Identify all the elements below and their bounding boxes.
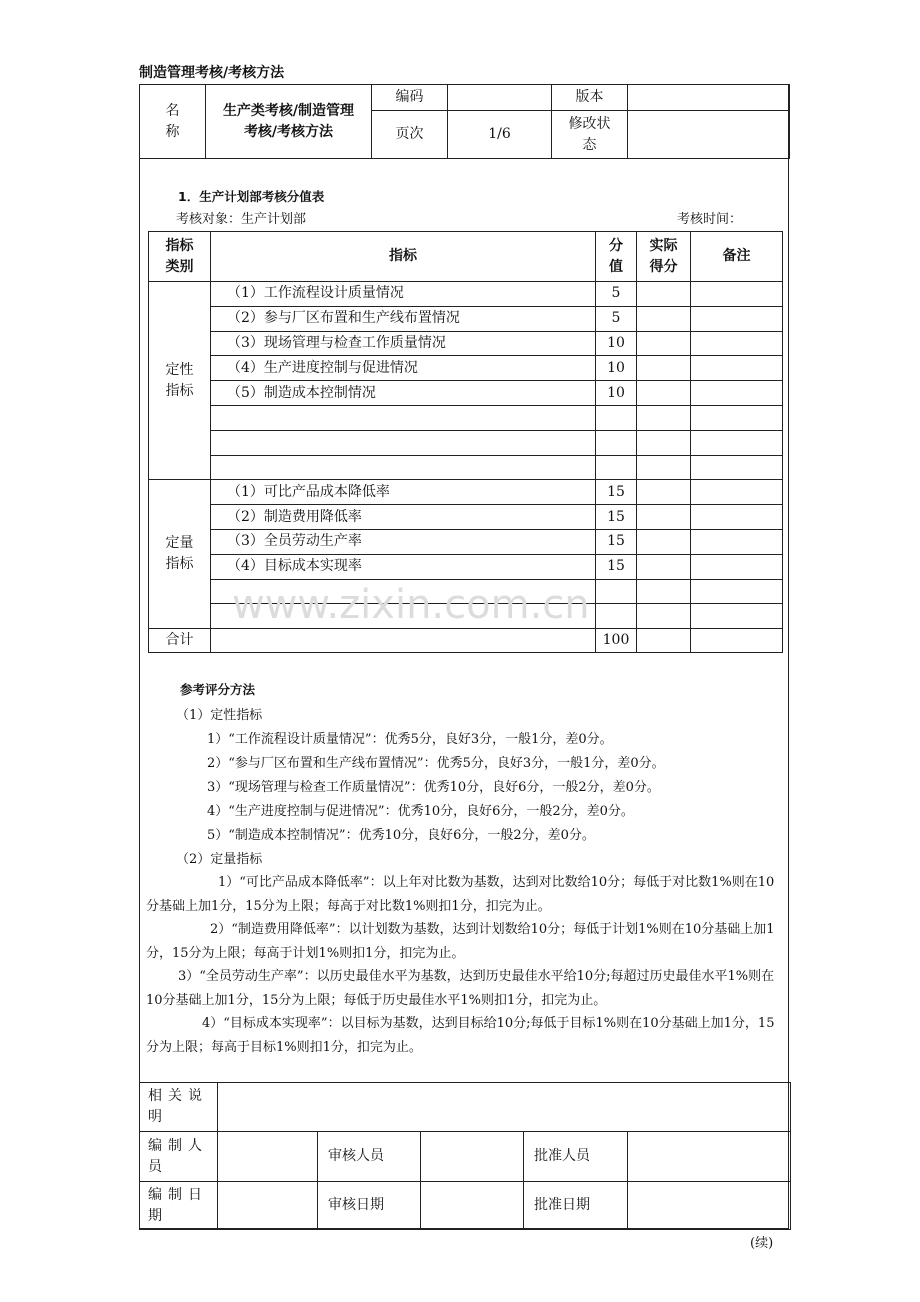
actual-score-cell [637, 579, 691, 604]
remarks-cell [691, 405, 783, 430]
assessment-target: 考核对象：生产计划部 [176, 212, 307, 227]
remarks-cell [691, 430, 783, 455]
score-cell: 5 [596, 306, 637, 331]
score-cell [596, 430, 637, 455]
header-actual: 实际得分 [637, 232, 691, 282]
score-cell: 15 [596, 529, 637, 554]
table-row [149, 356, 783, 381]
score-cell: 10 [596, 356, 637, 381]
remarks-cell [691, 356, 783, 381]
score-cell: 15 [596, 480, 637, 505]
continued-label: (续) [750, 1236, 774, 1251]
actual-score-cell [637, 455, 691, 480]
actual-score-cell [637, 306, 691, 331]
indicator-cell: （5）制造成本控制情况 [211, 381, 596, 406]
prepared-date-value [218, 1182, 318, 1230]
code-label: 编码 [372, 85, 448, 111]
indicator-cell [211, 430, 596, 455]
table-row [149, 529, 783, 554]
score-cell: 5 [596, 282, 637, 307]
indicator-cell: （1）工作流程设计质量情况 [211, 282, 596, 307]
code-value [448, 85, 552, 111]
table-row [149, 505, 783, 530]
reviewed-date-label: 审核日期 [318, 1182, 421, 1230]
indicator-cell [211, 455, 596, 480]
notes-value [218, 1083, 791, 1132]
prepared-by-label: 编制人员 [140, 1132, 218, 1182]
table-row [149, 430, 783, 455]
page-value: 1/6 [448, 111, 552, 159]
quantitative-category: 定量指标 [149, 480, 211, 629]
remarks-cell [691, 480, 783, 505]
watermark: www.zixin.com.cn [232, 582, 590, 628]
table-row [149, 455, 783, 480]
reviewed-by-label: 审核人员 [318, 1132, 421, 1182]
name-value: 生产类考核/制造管理考核/考核方法 [206, 85, 372, 159]
score-cell: 15 [596, 505, 637, 530]
remarks-cell [691, 306, 783, 331]
indicator-cell [211, 405, 596, 430]
remarks-cell [691, 381, 783, 406]
quant-method-item: 3）“全员劳动生产率”：以历史最佳水平为基数，达到历史最佳水平给10分;每超过历史最佳水平1%则在10分基础上加1分，15分为上限；每低于历史最佳水平1%则扣1分，扣完为止。 [146, 969, 775, 1008]
indicator-cell: （4）生产进度控制与促进情况 [211, 356, 596, 381]
prepared-by-value [218, 1132, 318, 1182]
total-remarks [691, 629, 783, 653]
name-label: 名称 [140, 85, 206, 159]
method-title: 参考评分方法 [180, 682, 256, 697]
approved-date-label: 批准日期 [524, 1182, 628, 1230]
header-score: 分值 [596, 232, 637, 282]
qual-method-item: 1）“工作流程设计质量情况”：优秀5分，良好3分，一般1分，差0分。 [207, 732, 613, 747]
doc-title: 制造管理考核/考核方法 [139, 65, 285, 81]
total-actual [637, 629, 691, 653]
score-cell: 10 [596, 381, 637, 406]
actual-score-cell [637, 604, 691, 629]
indicator-cell: （3）全员劳动生产率 [211, 529, 596, 554]
reviewed-by-value [421, 1132, 524, 1182]
table-row [149, 331, 783, 356]
prepared-date-label: 编制日期 [140, 1182, 218, 1230]
remarks-cell [691, 554, 783, 579]
approved-by-label: 批准人员 [524, 1132, 628, 1182]
actual-score-cell [637, 381, 691, 406]
revision-value [628, 111, 790, 159]
assessment-time: 考核时间： [677, 212, 743, 227]
qual-method-item: 2）“参与厂区布置和生产线布置情况”：优秀5分，良好3分，一般1分，差0分。 [207, 756, 665, 771]
remarks-cell [691, 331, 783, 356]
actual-score-cell [637, 356, 691, 381]
quant-method-item: 2）“制造费用降低率”：以计划数为基数，达到计划数给10分；每低于计划1%则在10分基础上加1分，15分为上限；每高于计划1%则扣1分，扣完为止。 [146, 922, 775, 961]
remarks-cell [691, 604, 783, 629]
approved-by-value [628, 1132, 791, 1182]
actual-score-cell [637, 554, 691, 579]
qual-method-item: 4）“生产进度控制与促进情况”：优秀10分，良好6分，一般2分，差0分。 [207, 804, 634, 819]
score-cell [596, 455, 637, 480]
indicator-cell: （2）制造费用降低率 [211, 505, 596, 530]
actual-score-cell [637, 480, 691, 505]
header-category: 指标类别 [149, 232, 211, 282]
version-value [628, 85, 790, 111]
remarks-cell [691, 455, 783, 480]
indicator-cell: （2）参与厂区布置和生产线布置情况 [211, 306, 596, 331]
actual-score-cell [637, 405, 691, 430]
indicator-cell: （1）可比产品成本降低率 [211, 480, 596, 505]
actual-score-cell [637, 505, 691, 530]
qual-method-item: 5）“制造成本控制情况”：优秀10分，良好6分，一般2分，差0分。 [207, 828, 595, 843]
actual-score-cell [637, 331, 691, 356]
remarks-cell [691, 282, 783, 307]
score-cell: 15 [596, 554, 637, 579]
qual-method-title: （1）定性指标 [176, 708, 263, 723]
page-label: 页次 [372, 111, 448, 159]
version-label: 版本 [552, 85, 628, 111]
qualitative-category: 定性指标 [149, 282, 211, 480]
table-row [149, 480, 783, 505]
total-label: 合计 [149, 629, 211, 653]
qual-method-item: 3）“现场管理与检查工作质量情况”：优秀10分，良好6分，一般2分，差0分。 [207, 780, 660, 795]
header-table [139, 84, 790, 159]
revision-label: 修改状态 [552, 111, 628, 159]
reviewed-date-value [421, 1182, 524, 1230]
score-cell [596, 579, 637, 604]
total-blank [211, 629, 596, 653]
quant-method-item: 1）“可比产品成本降低率”：以上年对比数为基数，达到对比数给10分；每低于对比数1%则在10分基础上加1分，15分为上限；每高于对比数1%则扣1分，扣完为止。 [146, 875, 775, 914]
signoff-table [139, 1082, 791, 1230]
actual-score-cell [637, 430, 691, 455]
actual-score-cell [637, 282, 691, 307]
indicator-cell: （3）现场管理与检查工作质量情况 [211, 331, 596, 356]
quant-method-list [146, 871, 786, 1059]
quant-method-item: 4）“目标成本实现率”：以目标为基数，达到目标给10分;每低于目标1%则在10分基础上加1分，15分为上限；每高于目标1%则扣1分，扣完为止。 [146, 1016, 775, 1055]
remarks-cell [691, 529, 783, 554]
table-row [149, 554, 783, 579]
remarks-cell [691, 579, 783, 604]
table-row [149, 381, 783, 406]
actual-score-cell [637, 529, 691, 554]
indicator-cell: （4）目标成本实现率 [211, 554, 596, 579]
quant-method-title: （2）定量指标 [176, 852, 263, 867]
total-value: 100 [596, 629, 637, 653]
header-remarks: 备注 [691, 232, 783, 282]
total-row [149, 629, 783, 653]
score-cell: 10 [596, 331, 637, 356]
header-indicator: 指标 [211, 232, 596, 282]
notes-label: 相关说明 [140, 1083, 218, 1132]
remarks-cell [691, 505, 783, 530]
score-cell [596, 405, 637, 430]
approved-date-value [628, 1182, 791, 1230]
table-row [149, 282, 783, 307]
section-title: 1．生产计划部考核分值表 [178, 189, 325, 204]
table-row [149, 405, 783, 430]
table-row [149, 306, 783, 331]
score-cell [596, 604, 637, 629]
